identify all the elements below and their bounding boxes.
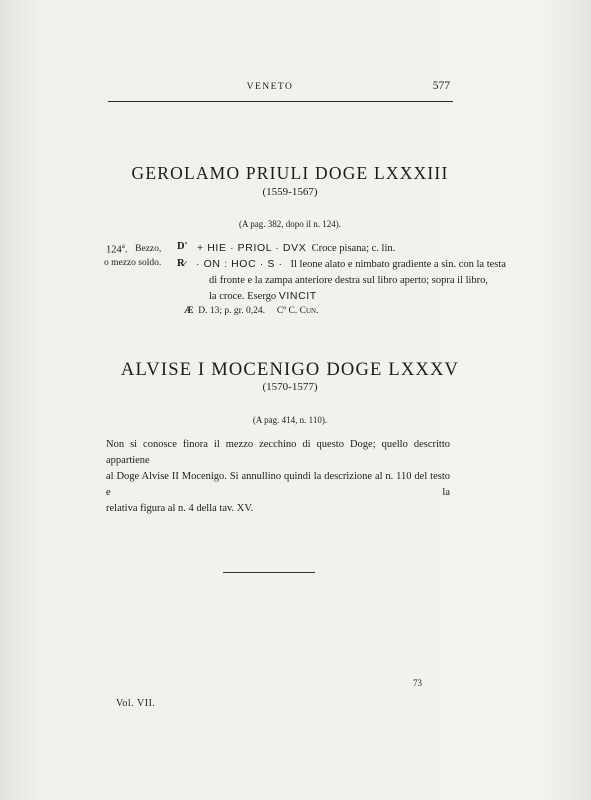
reverse-description-3: la croce. Esergo	[209, 291, 277, 302]
obverse-line	[197, 242, 395, 254]
exergue-legend: VINCIT	[278, 290, 317, 302]
section-divider	[223, 572, 315, 573]
obverse-description: Croce pisana; c. lin.	[311, 243, 396, 254]
section-title-priuli: GEROLAMO PRIULI DOGE LXXXIII	[131, 163, 449, 183]
coin-specs-line	[184, 306, 318, 316]
entry-number: 124$^a$.	[106, 242, 128, 256]
reverse-line-2: di fronte e la zampa anteriore destra sul libro aperto; sopra il libro,	[209, 275, 489, 286]
metal-symbol: Æ	[184, 306, 194, 316]
section-dates-priuli: (1559-1567)	[262, 186, 318, 198]
section-title-mocenigo: ALVISE I MOCENIGO DOGE LXXXV	[120, 360, 460, 380]
section-dates-mocenigo: (1570-1577)	[262, 381, 318, 393]
header-rule	[108, 101, 453, 102]
paragraph-line: Non si conosce finora il mezzo zecchino di questo Doge; quello descritto appartiene	[106, 439, 450, 466]
collection-ref: Cº C. Cun.	[276, 306, 319, 316]
paragraph-line: relativa figura al n. 4 della tav. XV.	[106, 503, 254, 514]
reference-mocenigo: (A pag. 414, n. 110).	[252, 415, 328, 425]
obverse-legend: + HIE · PRIOL · DVX	[197, 242, 307, 254]
signature-mark: 73	[413, 678, 422, 688]
reverse-description-1: Il leone alato e nimbato gradiente a sin. con la testa	[290, 259, 506, 270]
obverse-mark: D'	[177, 241, 188, 252]
reverse-legend: · ON : HOC · S ·	[196, 258, 283, 270]
coin-specs: D. 13; p. gr. 0,24.	[198, 306, 266, 316]
reverse-line-3	[209, 290, 317, 302]
volume-label: Vol. VII.	[116, 698, 156, 709]
paragraph-line: al Doge Alvise II Mocenigo. Si annullino quindi la descrizione al n. 110 del testo e la	[106, 471, 450, 498]
reverse-mark: R̷	[177, 258, 185, 269]
page-number: 577	[432, 80, 450, 92]
reference-priuli: (A pag. 382, dopo il n. 124).	[239, 219, 341, 229]
reverse-line-1	[196, 258, 506, 270]
running-header-title: VENETO	[246, 82, 294, 92]
mocenigo-paragraph	[106, 437, 450, 517]
entry-denomination: Bezzo, o mezzo soldo.	[104, 244, 162, 268]
